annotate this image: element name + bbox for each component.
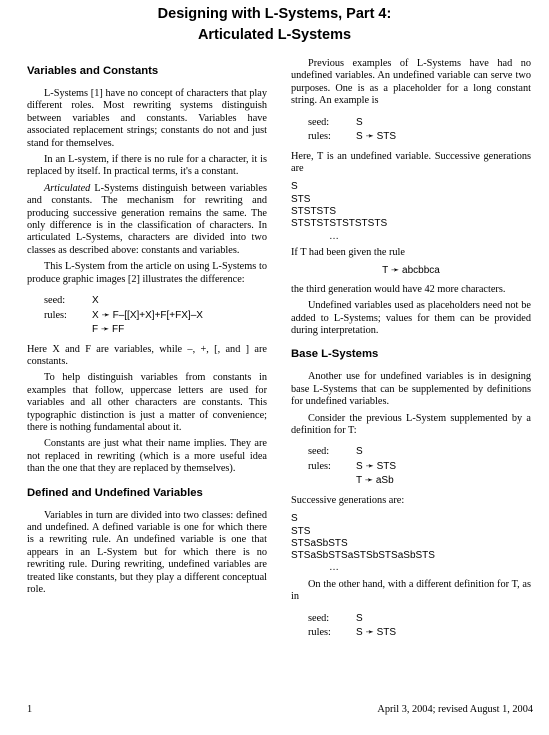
lsystem-rule-block: [291, 612, 531, 641]
generation: S: [291, 181, 298, 193]
paragraph: Variables in turn are divided into two classes: defined and undefined. A defined variable is one for which there is a rewriting rule. An undefined variable is one that appears in an L-System but for which there is no rewriting rule. During rewriting, undefined variables are treated like constants, but they play a different conceptual role.: [27, 509, 267, 596]
paragraph: Here, T is an undefined variable. Successive generations are: [291, 150, 531, 175]
heading-base-lsystems: Base L-Systems: [291, 348, 379, 361]
page-number: 1: [27, 704, 33, 715]
rule-label: rules:: [44, 309, 67, 321]
paragraph: To help distinguish variables from constants in examples that follow, uppercase letters are used for variables and all other characters are constants. This typographic distinction is just a matter of convenience; there is nothing fundamental about it.: [27, 372, 267, 434]
rule-row: [27, 294, 267, 309]
rule-label: seed:: [308, 612, 330, 624]
rule-row: [291, 612, 531, 627]
rule-row: [291, 130, 531, 145]
rule-value: S: [356, 446, 363, 458]
title-line-1: Designing with L-Systems, Part 4:: [157, 6, 392, 22]
rule-label: rules:: [308, 460, 331, 472]
paragraph: On the other hand, with a different definition for T, as in: [291, 578, 531, 603]
rule-label: seed:: [308, 116, 330, 128]
rule-label: seed:: [44, 295, 66, 307]
paragraph: Constants are just what their name implies. They are not replaced in rewriting (which is a more useful idea than the one that they are replaced by themselves).: [27, 438, 267, 475]
rule-row: [291, 116, 531, 131]
generation: S: [291, 513, 298, 525]
generation: STSTSTSTSTSTSTS: [291, 218, 388, 230]
generation-sequence: [291, 513, 531, 574]
generation: STSaSbSTSaSTSbSTSaSbSTS: [291, 550, 435, 562]
rule-value: S: [356, 612, 363, 624]
rule-row: [291, 474, 531, 489]
title-line-2: Articulated L-Systems: [197, 27, 352, 43]
paragraph-text: L-Systems distinguish between variables and constants. The mechanism for rewriting and producing successive generation remains the same. The only difference is in the classification of characters. In articulated L-Systems, characters are divided into two classes as described above: constants and variables.: [27, 182, 267, 256]
heading-defined-undefined: Defined and Undefined Variables: [27, 486, 203, 499]
rule-label: rules:: [308, 131, 331, 143]
generation: STS: [291, 525, 311, 537]
centered-rule: T ➛ abcbbca: [382, 265, 440, 277]
rule-label: rules:: [308, 627, 331, 639]
right-column: [291, 58, 531, 647]
rule-value: S ➛ STS: [356, 627, 397, 639]
emphasis: Articulated: [44, 182, 91, 194]
rule-row: [27, 323, 267, 338]
paragraph: Consider the previous L-System supplemented by a definition for T:: [291, 412, 531, 436]
generation: STS: [291, 193, 311, 205]
paragraph: Here X and F are variables, while –, +, [, and ] are constants.: [27, 343, 267, 367]
paragraph: Previous examples of L-Systems have had no undefined variables. An undefined variable can serve two purposes. One is as a placeholder for a long constant string. An example is: [291, 58, 531, 107]
paragraph: Successive generations are:: [291, 494, 405, 506]
rule-value: T ➛ aSb: [356, 475, 394, 487]
rule-row: [291, 445, 531, 460]
paragraph: [27, 183, 267, 257]
paragraph: In an L-system, if there is no rule for a character, it is replaced by itself. In practical terms, it's a constant.: [27, 154, 267, 178]
paragraph: Another use for undefined variables is in designing base L-Systems that can be supplemented by definitions for undefined variables.: [291, 371, 531, 408]
rule-value: X: [92, 295, 99, 307]
rule-value: F ➛ FF: [92, 324, 125, 336]
paragraph: This L-System from the article on using L-Systems to produce graphic images [2] illustrates the difference:: [27, 261, 267, 285]
heading-variables-constants: Variables and Constants: [27, 65, 159, 77]
rule-row: [291, 460, 531, 475]
ellipsis: …: [329, 562, 339, 574]
ellipsis: …: [329, 230, 339, 242]
generation: STSTSTS: [291, 206, 337, 218]
rule-row: [291, 626, 531, 641]
rule-value: X ➛ F–[[X]+X]+F[+FX]–X: [92, 309, 203, 321]
rule-value: S: [356, 116, 363, 128]
rule-row: [27, 309, 267, 324]
footer-date: April 3, 2004; revised August 1, 2004: [377, 704, 533, 715]
lsystem-rule-block: [27, 294, 267, 338]
generation: STSaSbSTS: [291, 537, 348, 549]
left-column: [27, 62, 267, 601]
rule-label: seed:: [308, 446, 330, 458]
lsystem-rule-block: [291, 116, 531, 145]
paragraph: Undefined variables used as placeholders need not be added to L-Systems; values for them can be provided during interpretation.: [291, 300, 531, 336]
paragraph: L-Systems [1] have no concept of characters that play different roles. Most rewriting systems distinguish between variables and constants. Variables have associated replacement strings; constants do not and just stand for themselves.: [27, 88, 267, 149]
paragraph: If T had been given the rule: [291, 246, 405, 258]
paragraph: the third generation would have 42 more characters.: [291, 283, 506, 295]
lsystem-rule-block: [291, 445, 531, 489]
rule-value: S ➛ STS: [356, 131, 397, 143]
rule-value: S ➛ STS: [356, 460, 397, 472]
generation-sequence: [291, 181, 531, 242]
